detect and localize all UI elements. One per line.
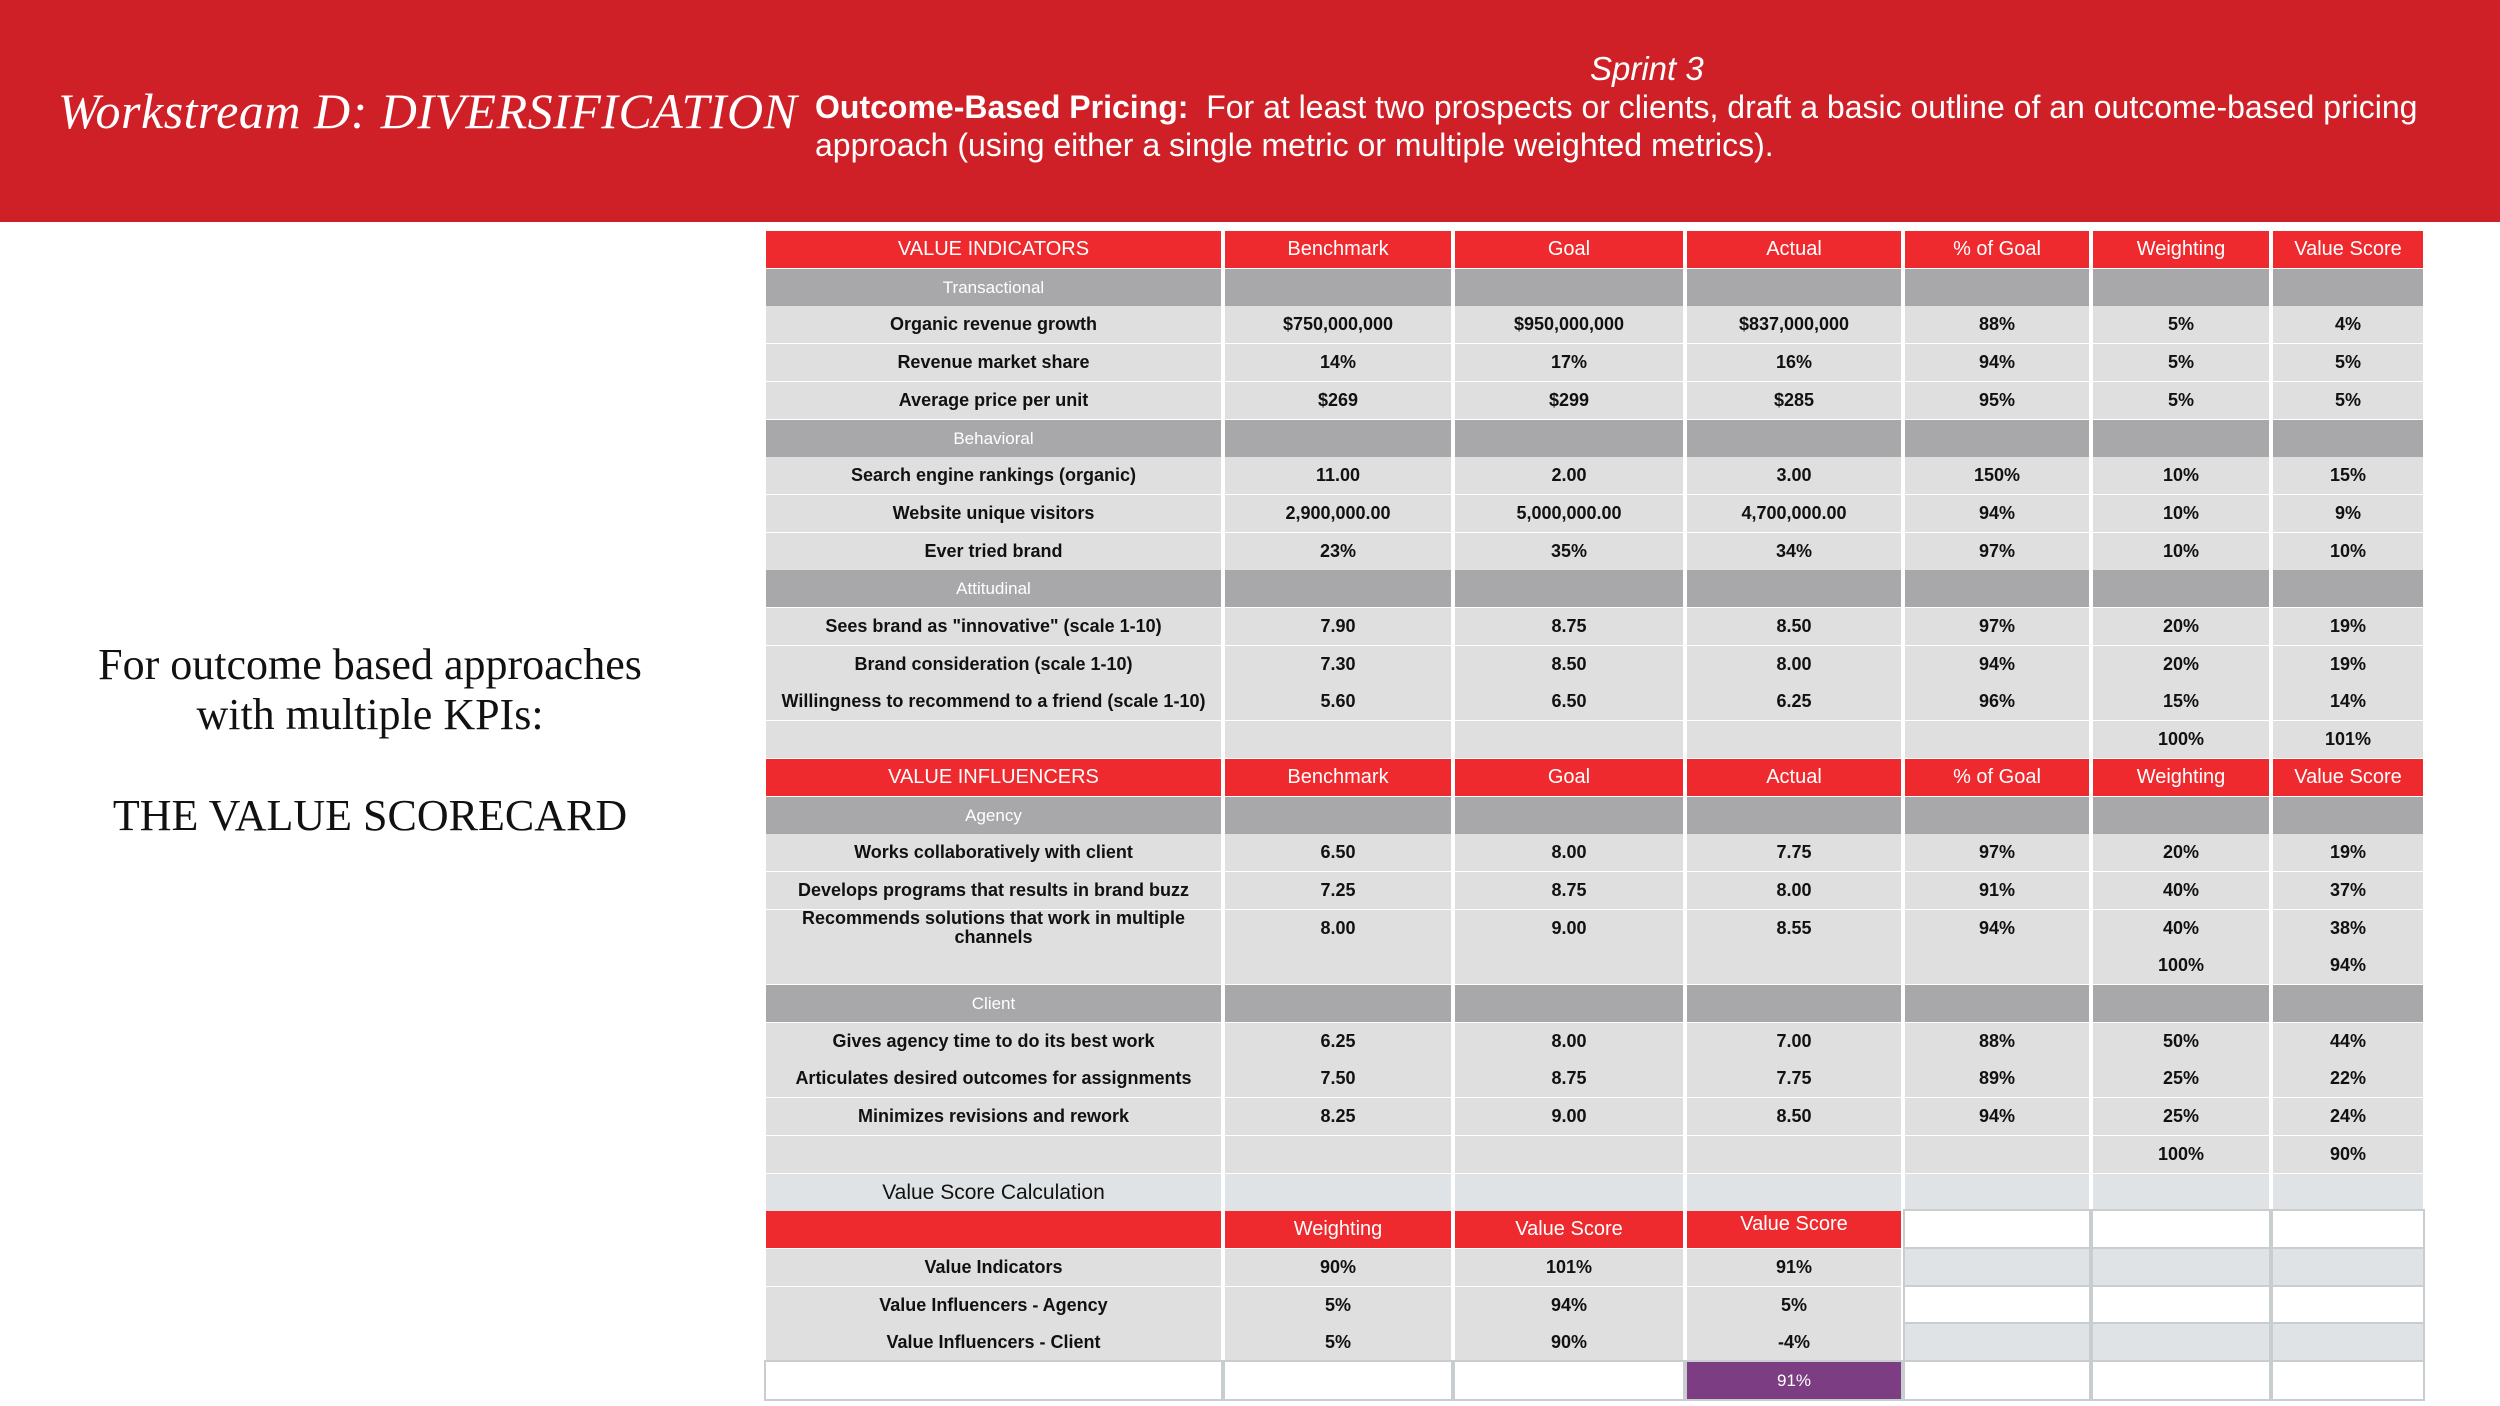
calc-header-cell: [766, 1211, 1221, 1248]
calc-row-cell: -4%: [1687, 1324, 1901, 1361]
total-row-cell: [766, 721, 1221, 758]
value-influencers-header-cell: % of Goal: [1905, 759, 2089, 796]
table-row-cell: 40%: [2093, 872, 2269, 909]
calc-row-cell: 91%: [1687, 1249, 1901, 1286]
category-attitudinal-cell: Attitudinal: [766, 570, 1221, 607]
calc-row-cell: Value Influencers - Client: [766, 1324, 1221, 1361]
table-row-cell: 19%: [2273, 834, 2423, 871]
category-behavioral-cell: [1225, 420, 1451, 457]
value-indicators-header-cell: VALUE INDICATORS: [766, 231, 1221, 268]
table-row-cell: 7.90: [1225, 608, 1451, 645]
table-row-cell: 7.30: [1225, 646, 1451, 683]
calc-title-row-cell: [1455, 1174, 1683, 1211]
table-row: [766, 1060, 2423, 1097]
calc-row-cell: 101%: [1455, 1249, 1683, 1286]
calc-header-cell: [2093, 1211, 2269, 1248]
table-row-cell: $950,000,000: [1455, 306, 1683, 343]
category-client-cell: [2273, 985, 2423, 1022]
category-transactional-cell: [1687, 269, 1901, 306]
table-row-cell: 8.55: [1687, 910, 1901, 947]
category-attitudinal-cell: [1455, 570, 1683, 607]
table-row-cell: 8.00: [1455, 1023, 1683, 1060]
total-row-cell: [1687, 947, 1901, 984]
table-row-cell: 8.75: [1455, 1060, 1683, 1097]
table-row-cell: 94%: [1905, 1098, 2089, 1135]
table-row-cell: 6.25: [1687, 683, 1901, 720]
total-row-cell: [1905, 721, 2089, 758]
total-row-cell: [1905, 1136, 2089, 1173]
total-row-cell: 94%: [2273, 947, 2423, 984]
table-row-cell: 5.60: [1225, 683, 1451, 720]
total-row-cell: [766, 1136, 1221, 1173]
table-row: [766, 306, 2423, 343]
category-behavioral-cell: [1455, 420, 1683, 457]
table-row-cell: Average price per unit: [766, 382, 1221, 419]
value-indicators-header-cell: Benchmark: [1225, 231, 1451, 268]
table-row: [766, 495, 2423, 532]
table-row-cell: 8.00: [1455, 834, 1683, 871]
value-influencers-header-cell: Weighting: [2093, 759, 2269, 796]
total-row-cell: 100%: [2093, 1136, 2269, 1173]
table-row-cell: 8.00: [1225, 910, 1451, 947]
total-row-cell: [1687, 721, 1901, 758]
table-row-cell: 6.50: [1225, 834, 1451, 871]
value-indicators-header-cell: % of Goal: [1905, 231, 2089, 268]
category-agency-cell: [1687, 797, 1901, 834]
calc-title-row-cell: [2093, 1174, 2269, 1211]
table-row-cell: 8.25: [1225, 1098, 1451, 1135]
table-row-cell: 94%: [1905, 344, 2089, 381]
total-row-cell: [1905, 947, 2089, 984]
table-row-cell: 94%: [1905, 495, 2089, 532]
category-client-cell: [2093, 985, 2269, 1022]
table-row-cell: Search engine rankings (organic): [766, 457, 1221, 494]
table-row: [766, 910, 2423, 947]
table-row-cell: $269: [1225, 382, 1451, 419]
table-row-cell: $837,000,000: [1687, 306, 1901, 343]
table-row-cell: 5%: [2093, 344, 2269, 381]
table-row-cell: Recommends solutions that work in multiple channels: [766, 910, 1221, 947]
table-row: [766, 457, 2423, 494]
category-transactional-cell: Transactional: [766, 269, 1221, 306]
table-row-cell: 8.50: [1455, 646, 1683, 683]
table-row-cell: 95%: [1905, 382, 2089, 419]
table-row-cell: 97%: [1905, 608, 2089, 645]
table-row-cell: 5%: [2273, 344, 2423, 381]
value-influencers-header-cell: Goal: [1455, 759, 1683, 796]
calc-total-cell: [1455, 1362, 1683, 1399]
table-row-cell: 17%: [1455, 344, 1683, 381]
calc-header-row: [766, 1211, 2423, 1248]
table-row-cell: 5%: [2273, 382, 2423, 419]
total-row: [766, 947, 2423, 984]
category-attitudinal-cell: [1687, 570, 1901, 607]
total-row-cell: 101%: [2273, 721, 2423, 758]
table-row-cell: 15%: [2273, 457, 2423, 494]
calc-row-cell: [2093, 1324, 2269, 1361]
table-row-cell: Website unique visitors: [766, 495, 1221, 532]
table-row-cell: 96%: [1905, 683, 2089, 720]
calc-total-cell: [766, 1362, 1221, 1399]
table-row-cell: 88%: [1905, 1023, 2089, 1060]
table-row-cell: 16%: [1687, 344, 1901, 381]
calc-total-row: [766, 1362, 2423, 1399]
category-behavioral-cell: Behavioral: [766, 420, 1221, 457]
table-row-cell: 11.00: [1225, 457, 1451, 494]
table-row-cell: 35%: [1455, 533, 1683, 570]
value-indicators-header-cell: Goal: [1455, 231, 1683, 268]
table-row-cell: 10%: [2093, 495, 2269, 532]
value-indicators-header-cell: Value Score: [2273, 231, 2423, 268]
table-row-cell: 25%: [2093, 1098, 2269, 1135]
calc-row-cell: [2093, 1249, 2269, 1286]
category-behavioral-cell: [1905, 420, 2089, 457]
table-row-cell: 10%: [2273, 533, 2423, 570]
total-row-cell: 90%: [2273, 1136, 2423, 1173]
category-attitudinal-cell: [1225, 570, 1451, 607]
total-row-cell: [1455, 721, 1683, 758]
table-row-cell: 20%: [2093, 834, 2269, 871]
calc-title-row: [766, 1174, 2423, 1211]
table-row-cell: 9.00: [1455, 1098, 1683, 1135]
value-influencers-header-cell: Value Score: [2273, 759, 2423, 796]
table-row-cell: Gives agency time to do its best work: [766, 1023, 1221, 1060]
calc-row: [766, 1324, 2423, 1361]
calc-row-cell: 5%: [1687, 1287, 1901, 1324]
table-row-cell: 3.00: [1687, 457, 1901, 494]
table-row-cell: 7.00: [1687, 1023, 1901, 1060]
calc-row-cell: 90%: [1225, 1249, 1451, 1286]
table-row-cell: Organic revenue growth: [766, 306, 1221, 343]
table-row-cell: 38%: [2273, 910, 2423, 947]
calc-row-cell: 90%: [1455, 1324, 1683, 1361]
header-banner: [0, 0, 2500, 222]
table-row: [766, 646, 2423, 683]
table-row-cell: 94%: [1905, 646, 2089, 683]
table-row-cell: 7.75: [1687, 1060, 1901, 1097]
category-transactional-cell: [2273, 269, 2423, 306]
total-row: [766, 1136, 2423, 1173]
value-influencers-header-cell: VALUE INFLUENCERS: [766, 759, 1221, 796]
table-row-cell: 5,000,000.00: [1455, 495, 1683, 532]
table-row-cell: Revenue market share: [766, 344, 1221, 381]
category-client-cell: [1905, 985, 2089, 1022]
category-client-cell: Client: [766, 985, 1221, 1022]
calc-row-cell: [1905, 1287, 2089, 1324]
calc-header-cell: Value Score: [1455, 1211, 1683, 1248]
category-agency: [766, 797, 2423, 834]
table-row: [766, 872, 2423, 909]
scorecard-title: THE VALUE SCORECARD: [112, 791, 628, 840]
value-indicators-header-cell: Actual: [1687, 231, 1901, 268]
calc-total-cell: [2273, 1362, 2423, 1399]
table-row-cell: 10%: [2093, 457, 2269, 494]
table-row-cell: 6.50: [1455, 683, 1683, 720]
table-row: [766, 608, 2423, 645]
table-row-cell: 23%: [1225, 533, 1451, 570]
value-influencers-header: [766, 759, 2423, 796]
calc-title-row-cell: Value Score Calculation: [766, 1174, 1221, 1211]
table-row-cell: 4,700,000.00: [1687, 495, 1901, 532]
table-row-cell: 8.50: [1687, 1098, 1901, 1135]
category-transactional-cell: [1225, 269, 1451, 306]
calc-title-row-cell: [2273, 1174, 2423, 1211]
table-row-cell: 91%: [1905, 872, 2089, 909]
calc-header-cell: Value Score: [1687, 1211, 1901, 1248]
total-row-cell: [1455, 947, 1683, 984]
table-row: [766, 1098, 2423, 1135]
category-client-cell: [1455, 985, 1683, 1022]
table-row-cell: 19%: [2273, 646, 2423, 683]
table-row-cell: 2,900,000.00: [1225, 495, 1451, 532]
category-attitudinal-cell: [1905, 570, 2089, 607]
table-row-cell: 14%: [1225, 344, 1451, 381]
table-row-cell: 20%: [2093, 608, 2269, 645]
table-row-cell: 44%: [2273, 1023, 2423, 1060]
total-row-cell: [766, 947, 1221, 984]
table-row-cell: 8.00: [1687, 872, 1901, 909]
table-row-cell: 8.00: [1687, 646, 1901, 683]
table-row-cell: 20%: [2093, 646, 2269, 683]
side-caption-line2: with multiple KPIs:: [196, 690, 544, 739]
category-behavioral-cell: [2093, 420, 2269, 457]
table-row-cell: Sees brand as "innovative" (scale 1-10): [766, 608, 1221, 645]
category-transactional-cell: [2093, 269, 2269, 306]
table-row: [766, 1023, 2423, 1060]
category-client: [766, 985, 2423, 1022]
table-row-cell: 94%: [1905, 910, 2089, 947]
calc-total-cell: [2093, 1362, 2269, 1399]
side-caption-line1: For outcome based approaches: [98, 640, 642, 689]
table-row: [766, 533, 2423, 570]
category-agency-cell: Agency: [766, 797, 1221, 834]
sprint-description: [815, 88, 2455, 164]
calc-header-cell: [2273, 1211, 2423, 1248]
calc-row-cell: Value Indicators: [766, 1249, 1221, 1286]
table-row-cell: Minimizes revisions and rework: [766, 1098, 1221, 1135]
table-row-cell: $299: [1455, 382, 1683, 419]
calc-row-cell: [2273, 1287, 2423, 1324]
workstream-title: Workstream D: DIVERSIFICATION: [58, 83, 798, 139]
calc-row: [766, 1249, 2423, 1286]
category-transactional-cell: [1455, 269, 1683, 306]
table-row-cell: 8.50: [1687, 608, 1901, 645]
category-client-cell: [1687, 985, 1901, 1022]
table-row-cell: 8.75: [1455, 872, 1683, 909]
table-row-cell: Articulates desired outcomes for assignments: [766, 1060, 1221, 1097]
table-row-cell: 8.75: [1455, 608, 1683, 645]
table-row-cell: 150%: [1905, 457, 2089, 494]
calc-row-cell: [1905, 1249, 2089, 1286]
category-client-cell: [1225, 985, 1451, 1022]
category-behavioral: [766, 420, 2423, 457]
calc-row-cell: 5%: [1225, 1324, 1451, 1361]
total-row-cell: [1225, 1136, 1451, 1173]
total-row-cell: [1687, 1136, 1901, 1173]
table-row-cell: 7.75: [1687, 834, 1901, 871]
table-row-cell: 2.00: [1455, 457, 1683, 494]
calc-title-row-cell: [1905, 1174, 2089, 1211]
description-heading: Outcome-Based Pricing:: [815, 89, 1189, 125]
value-indicators-header: [766, 231, 2423, 268]
category-attitudinal-cell: [2093, 570, 2269, 607]
table-row-cell: 5%: [2093, 306, 2269, 343]
table-row-cell: Willingness to recommend to a friend (scale 1-10): [766, 683, 1221, 720]
category-behavioral-cell: [1687, 420, 1901, 457]
calc-row-cell: [2093, 1287, 2269, 1324]
table-row-cell: 37%: [2273, 872, 2423, 909]
table-row-cell: Brand consideration (scale 1-10): [766, 646, 1221, 683]
calc-row: [766, 1287, 2423, 1324]
total-row-cell: 100%: [2093, 947, 2269, 984]
total-value-score: 91%: [1687, 1362, 1901, 1399]
table-row-cell: Works collaboratively with client: [766, 834, 1221, 871]
value-influencers-header-cell: Benchmark: [1225, 759, 1451, 796]
category-agency-cell: [1455, 797, 1683, 834]
total-row-cell: [1455, 1136, 1683, 1173]
calc-row-cell: Value Influencers - Agency: [766, 1287, 1221, 1324]
table-row-cell: 34%: [1687, 533, 1901, 570]
table-row: [766, 834, 2423, 871]
total-row-cell: 100%: [2093, 721, 2269, 758]
table-row: [766, 382, 2423, 419]
table-row-cell: 7.25: [1225, 872, 1451, 909]
calc-row-cell: [2273, 1249, 2423, 1286]
category-attitudinal-cell: [2273, 570, 2423, 607]
sprint-label: Sprint 3: [1590, 50, 1704, 87]
table-row-cell: 14%: [2273, 683, 2423, 720]
table-row-cell: $285: [1687, 382, 1901, 419]
calc-title-row-cell: [1225, 1174, 1451, 1211]
category-agency-cell: [2273, 797, 2423, 834]
table-row-cell: 7.50: [1225, 1060, 1451, 1097]
side-caption: [70, 640, 670, 740]
table-row-cell: 15%: [2093, 683, 2269, 720]
category-agency-cell: [1225, 797, 1451, 834]
table-row-cell: 88%: [1905, 306, 2089, 343]
category-agency-cell: [1905, 797, 2089, 834]
table-row-cell: 97%: [1905, 834, 2089, 871]
category-transactional-cell: [1905, 269, 2089, 306]
table-row-cell: 4%: [2273, 306, 2423, 343]
table-row-cell: 6.25: [1225, 1023, 1451, 1060]
calc-row-cell: 5%: [1225, 1287, 1451, 1324]
table-row-cell: 9.00: [1455, 910, 1683, 947]
calc-row-cell: [2273, 1324, 2423, 1361]
table-row-cell: 22%: [2273, 1060, 2423, 1097]
calc-row-cell: 94%: [1455, 1287, 1683, 1324]
table-row-cell: Develops programs that results in brand buzz: [766, 872, 1221, 909]
table-row-cell: 9%: [2273, 495, 2423, 532]
total-row: [766, 721, 2423, 758]
calc-title-row-cell: [1687, 1174, 1901, 1211]
table-row-cell: 5%: [2093, 382, 2269, 419]
calc-header-cell: Weighting: [1225, 1211, 1451, 1248]
table-row-cell: $750,000,000: [1225, 306, 1451, 343]
table-row-cell: 89%: [1905, 1060, 2089, 1097]
category-transactional: [766, 269, 2423, 306]
calc-row-cell: [1905, 1324, 2089, 1361]
category-attitudinal: [766, 570, 2423, 607]
total-row-cell: [1225, 721, 1451, 758]
table-row-cell: 19%: [2273, 608, 2423, 645]
calc-total-cell: [1225, 1362, 1451, 1399]
table-row: [766, 344, 2423, 381]
description-text: For at least two prospects or clients, draft a basic outline of an outcome-based pricing approach (using either a single metric or multiple weighted metrics).: [815, 89, 2418, 163]
table-row-cell: 40%: [2093, 910, 2269, 947]
table-row-cell: 97%: [1905, 533, 2089, 570]
calc-total-cell: [1905, 1362, 2089, 1399]
category-agency-cell: [2093, 797, 2269, 834]
table-row-cell: Ever tried brand: [766, 533, 1221, 570]
table-row-cell: 50%: [2093, 1023, 2269, 1060]
table-row-cell: 24%: [2273, 1098, 2423, 1135]
value-indicators-header-cell: Weighting: [2093, 231, 2269, 268]
table-row-cell: 25%: [2093, 1060, 2269, 1097]
table-row: [766, 683, 2423, 720]
calc-header-cell: [1905, 1211, 2089, 1248]
total-row-cell: [1225, 947, 1451, 984]
table-row-cell: 10%: [2093, 533, 2269, 570]
category-behavioral-cell: [2273, 420, 2423, 457]
value-influencers-header-cell: Actual: [1687, 759, 1901, 796]
